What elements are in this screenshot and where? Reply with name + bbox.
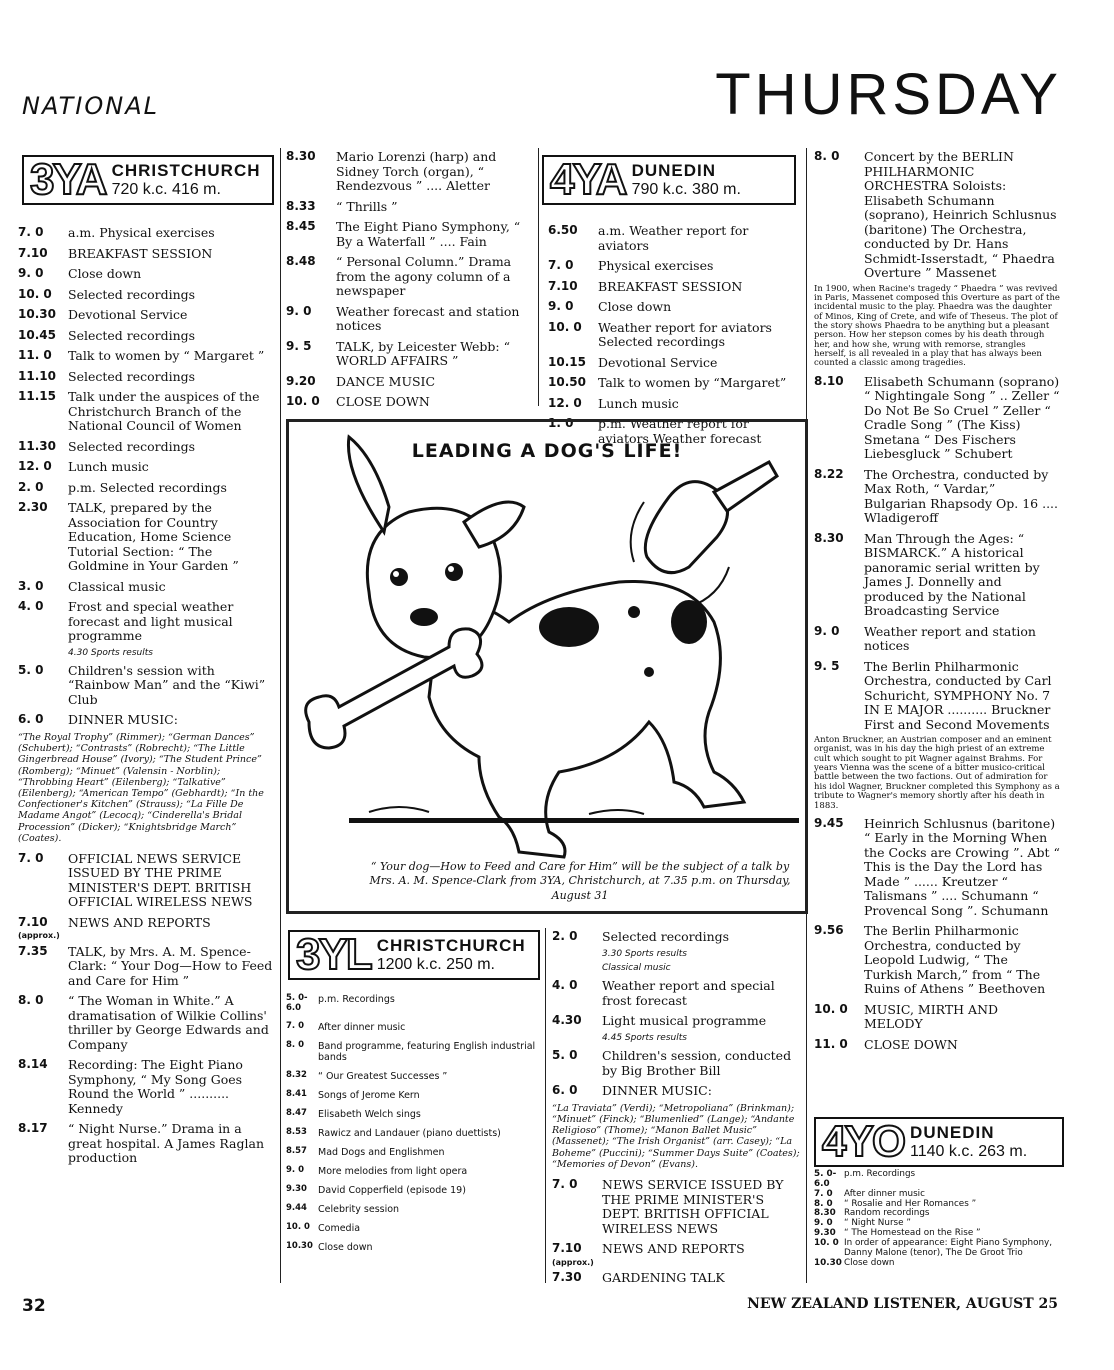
programme-time: 5. 0 xyxy=(552,1048,578,1063)
programme-item xyxy=(814,1259,1064,1269)
programme-title: OFFICIAL NEWS SERVICE ISSUED BY THE PRIME MINISTER'S DEPT. BRITISH OFFICIAL WIRELESS NEWS xyxy=(68,850,253,910)
programme-title: The Berlin Philharmonic Orchestra, conducted by Carl Schuricht, SYMPHONY No. 7 IN E MAJOR .......... Bruckner First and Second Movements xyxy=(864,658,1052,732)
station-logo: 3YA xyxy=(30,155,106,204)
programme-title: DINNER MUSIC: xyxy=(602,1083,712,1099)
programme-3yl xyxy=(286,994,540,1261)
programme-item xyxy=(814,1170,1064,1190)
programme-title: David Copperfield (episode 19) xyxy=(318,1184,466,1196)
programme-title: Concert by the BERLIN PHILHARMONIC ORCHESTRA Soloists: Elisabeth Schumann (soprano), Heinrich Schlusnus (baritone) The Orchestra, conducted by Dr. Hans Schmidt-Isserstadt, “ Phaedra Overture ” Massenet xyxy=(864,149,1057,280)
programme-title: Physical exercises xyxy=(598,258,714,273)
programme-item xyxy=(286,340,532,369)
programme-title: “ Night Nurse.” Drama in a great hospital. A James Raglan production xyxy=(68,1121,264,1166)
programme-item xyxy=(18,852,274,910)
programme-item xyxy=(18,580,274,595)
programme-item xyxy=(18,994,274,1052)
programme-time: 10. 0 xyxy=(286,1221,310,1232)
programme-title: DINNER MUSIC: xyxy=(68,712,178,728)
programme-item xyxy=(286,1109,540,1120)
programme-time: 9. 0 xyxy=(286,303,312,318)
programme-title: Celebrity session xyxy=(318,1203,400,1215)
programme-item xyxy=(18,916,274,931)
programme-item xyxy=(286,1071,540,1082)
programme-title: Talk under the auspices of the Christchurch Branch of the National Council of Women xyxy=(68,389,260,433)
programme-title: Weather forecast and station notices xyxy=(336,303,520,333)
programme-3ya-evening xyxy=(286,150,532,416)
programme-time: 1. 0 xyxy=(548,416,574,430)
programme-title: Selected recordings xyxy=(68,438,196,454)
programme-item xyxy=(552,1084,802,1099)
programme-title: Children's session with “Rainbow Man” and the “Kiwi” Club xyxy=(68,662,266,707)
programme-title: p.m. Recordings xyxy=(844,1169,916,1179)
page-number: 32 xyxy=(22,1296,46,1316)
programme-item xyxy=(286,150,532,194)
programme-time: 9. 0 xyxy=(548,299,574,313)
programme-time: 7.10 xyxy=(18,245,48,260)
programme-item xyxy=(286,1128,540,1139)
programme-note: In 1900, when Racine's tragedy “ Phaedra ” was revived in Paris, Massenet composed this Overture as part of the incidental music to the play. Phaedra was the daughter of Minos, King of Crete, and wife of Theseus. The plot of the story shows Phaedra to be anything but a pleasant person. How her stepson comes by his death through her, and how she, wrung with remorse, strangles herself, is all revealed in a play that has always been counted a classic among tragedies. xyxy=(814,283,1060,369)
programme-time: 10.30 xyxy=(286,1240,313,1251)
programme-title: Close down xyxy=(68,266,142,281)
programme-time: 8.17 xyxy=(18,1121,48,1136)
programme-item xyxy=(286,305,532,334)
programme-item xyxy=(814,625,1060,654)
programme-title: The Eight Piano Symphony, “ By a Waterfall ” .... Fain xyxy=(336,219,521,249)
programme-4ya-morning xyxy=(548,224,800,452)
programme-title: “ Thrills ” xyxy=(336,198,398,214)
programme-title: Heinrich Schlusnus (baritone) “ Early in the Morning When the Cocks are Crowing ”. Abt “ This is the Day the Lord has Made ” ...... Kreutzer “ Talismans ” .... Schumann “ Provencal Song ”. Schumann xyxy=(864,815,1060,918)
programme-time: 10. 0 xyxy=(286,394,320,408)
programme-title: Selected recordings xyxy=(68,286,196,302)
programme-item xyxy=(18,501,274,574)
station-logo: 4YA xyxy=(550,155,626,204)
programme-item xyxy=(814,150,1060,281)
programme-time: 10. 0 xyxy=(548,319,582,334)
programme-item xyxy=(548,397,800,412)
programme-title: CLOSE DOWN xyxy=(336,394,430,409)
programme-time: 8.14 xyxy=(18,1057,48,1072)
programme-time: 8. 0 xyxy=(286,1039,305,1050)
programme-time: 11. 0 xyxy=(814,1036,848,1051)
programme-title: Children's session, conducted by Big Brother Bill xyxy=(602,1048,792,1078)
programme-time: 8.53 xyxy=(286,1126,307,1137)
programme-item xyxy=(18,390,274,434)
dinner-music-list: “The Royal Trophy” (Rimmer); “German Dances” (Schubert); “Contrasts” (Robrecht); “The Little Gingerbread House” (Ivory); “The Student Prince” (Romberg); “Minuet” (Valensin - Norblin); “Throbbing Heart” (Eilenberg); “Talkative” (Eilenberg); “American Tempo” (Gebhardt); “In the Confectioner's Kitchen” (Strauss); “La Fille De Madame Angot” (Lecocq); “Cinderella's Bridal Procession” (Dicker); “Knightsbridge March” (Coates). xyxy=(18,731,264,844)
programme-time: 8.41 xyxy=(286,1088,307,1099)
programme-time: 9. 0 xyxy=(814,623,840,638)
programme-item xyxy=(18,349,274,364)
programme-item xyxy=(286,1090,540,1101)
programme-title: Lunch music xyxy=(68,459,149,474)
programme-time: 7. 0 xyxy=(18,850,44,865)
programme-time: 6. 0 xyxy=(552,1083,578,1098)
programme-title: After dinner music xyxy=(844,1188,925,1199)
programme-title: Songs of Jerome Kern xyxy=(318,1089,420,1101)
programme-title: Random recordings xyxy=(844,1208,930,1219)
programme-time: 8.48 xyxy=(286,254,316,268)
programme-title: NEWS SERVICE ISSUED BY THE PRIME MINISTER'S DEPT. BRITISH OFFICIAL WIRELESS NEWS xyxy=(602,1177,784,1236)
programme-3ya-morning xyxy=(18,226,274,1172)
station-4yo-header xyxy=(814,1117,1064,1167)
programme-time: 9.30 xyxy=(814,1228,836,1239)
programme-time: 9. 5 xyxy=(814,658,840,673)
programme-title: p.m. Selected recordings xyxy=(68,479,227,495)
programme-item xyxy=(814,468,1060,526)
programme-item xyxy=(286,1166,540,1177)
programme-item xyxy=(18,460,274,475)
programme-title: p.m. Weather report for aviators Weather forecast xyxy=(598,416,762,446)
programme-time: 8.22 xyxy=(814,466,844,481)
sports-results: 4.45 Sports results xyxy=(602,1032,687,1043)
programme-time: 11.10 xyxy=(18,368,56,383)
programme-title: NEWS AND REPORTS xyxy=(602,1241,745,1257)
programme-title: Talk to women by “Margaret” xyxy=(598,375,787,390)
programme-title: Devotional Service xyxy=(68,307,188,322)
programme-item xyxy=(18,713,274,728)
sports-results: 3.30 Sports results xyxy=(602,948,687,959)
station-logo: 4YO xyxy=(822,1117,905,1166)
programme-item xyxy=(286,1242,540,1253)
programme-item xyxy=(814,660,1060,733)
station-4ya-header xyxy=(542,155,796,205)
programme-item xyxy=(552,1049,802,1078)
classical-music: Classical music xyxy=(602,962,671,973)
programme-item xyxy=(548,280,800,295)
programme-item xyxy=(548,356,800,371)
illustration-box xyxy=(286,416,808,914)
programme-title: “ The Woman in White.” A dramatisation of Wilkie Collins' thriller by George Edwards and Company xyxy=(68,993,269,1052)
station-frequency: 720 k.c. 416 m. xyxy=(111,181,221,198)
programme-title: Man Through the Ages: “ BISMARCK.” A historical panoramic serial written by James J. Donnelly and produced by the National Broadcasting Service xyxy=(864,530,1040,619)
programme-time: 8. 0 xyxy=(18,993,44,1008)
programme-item xyxy=(18,600,274,644)
programme-title: NEWS AND REPORTS xyxy=(68,914,211,930)
programme-time: 9. 0 xyxy=(286,1164,305,1175)
programme-item xyxy=(552,930,802,945)
programme-title: BREAKFAST SESSION xyxy=(598,278,743,294)
column-divider xyxy=(280,148,281,1283)
programme-time: 12. 0 xyxy=(548,395,582,410)
programme-time: 2.30 xyxy=(18,500,48,514)
programme-time: 8.10 xyxy=(814,373,844,388)
programme-time: 5. 0-6.0 xyxy=(286,993,308,1013)
programme-time: 10.15 xyxy=(548,354,586,369)
station-3yl-header xyxy=(288,930,540,980)
programme-item xyxy=(286,1147,540,1158)
programme-title: Comedia xyxy=(318,1222,361,1234)
programme-time: 7.35 xyxy=(18,943,48,958)
programme-time: 9.30 xyxy=(286,1183,307,1194)
programme-item xyxy=(18,1122,274,1166)
programme-time: 11.15 xyxy=(18,389,56,403)
programme-item xyxy=(286,1185,540,1196)
programme-time: 7. 0 xyxy=(552,1177,578,1192)
programme-title: “ Personal Column.” Drama from the agony column of a newspaper xyxy=(336,254,512,298)
programme-title: “ The Homestead on the Rise ” xyxy=(844,1228,981,1239)
programme-title: Frost and special weather forecast and light musical programme xyxy=(68,599,234,643)
programme-time: 4.30 xyxy=(552,1013,582,1028)
programme-time: 8.30 xyxy=(814,530,844,545)
programme-time: 11. 0 xyxy=(18,348,52,362)
programme-title: GARDENING TALK xyxy=(602,1269,725,1285)
programme-title: Band programme, featuring English industrial bands xyxy=(318,1040,536,1063)
programme-title: Devotional Service xyxy=(598,354,718,370)
programme-title: Selected recordings xyxy=(68,368,196,384)
programme-time: 9. 0 xyxy=(814,1218,833,1229)
programme-time: 11.30 xyxy=(18,438,56,453)
programme-title: Mad Dogs and Englishmen xyxy=(318,1146,445,1158)
programme-title: MUSIC, MIRTH AND MELODY xyxy=(864,1001,999,1032)
header-national: NATIONAL xyxy=(22,92,159,120)
programme-title: CLOSE DOWN xyxy=(864,1036,958,1052)
programme-title: DANCE MUSIC xyxy=(336,373,436,389)
programme-title: Rawicz and Landauer (piano duettists) xyxy=(318,1127,501,1139)
programme-title: Selected recordings xyxy=(68,327,196,343)
programme-time: 7. 0 xyxy=(286,1020,305,1031)
programme-item xyxy=(814,817,1060,919)
programme-item xyxy=(18,1058,274,1116)
programme-time: 6. 0 xyxy=(18,712,44,727)
programme-item xyxy=(18,267,274,282)
programme-item xyxy=(286,1022,540,1033)
programme-title: Weather report for aviators Selected recordings xyxy=(598,319,772,349)
programme-time: 3. 0 xyxy=(18,578,44,593)
station-frequency: 1140 k.c. 263 m. xyxy=(910,1143,1028,1160)
programme-item xyxy=(18,308,274,323)
programme-title: “ Night Nurse ” xyxy=(844,1218,911,1229)
illustration-title: LEADING A DOG'S LIFE! xyxy=(411,440,683,462)
station-city: DUNEDIN xyxy=(631,161,717,180)
programme-time: 9.45 xyxy=(814,815,844,830)
programme-title: After dinner music xyxy=(318,1021,406,1033)
programme-time: 10.30 xyxy=(814,1257,842,1268)
programme-time: 8. 0 xyxy=(814,1198,833,1209)
programme-4ya-evening xyxy=(814,150,1060,1058)
programme-item xyxy=(286,1223,540,1234)
programme-time: 8.45 xyxy=(286,219,316,233)
programme-time: 7. 0 xyxy=(814,1188,833,1199)
programme-item xyxy=(814,1003,1060,1032)
programme-title: BREAKFAST SESSION xyxy=(68,245,213,261)
programme-item xyxy=(548,300,800,315)
programme-item xyxy=(286,1204,540,1215)
programme-item xyxy=(18,226,274,241)
programme-title: Elisabeth Welch sings xyxy=(318,1108,421,1120)
programme-item xyxy=(18,288,274,303)
programme-time: 8.33 xyxy=(286,198,316,213)
programme-4ya-afternoon xyxy=(552,930,802,1291)
programme-time: 8. 0 xyxy=(814,149,840,163)
programme-item xyxy=(814,1239,1064,1259)
programme-time: 9. 0 xyxy=(18,266,44,280)
programme-title: Weather report and special frost forecast xyxy=(602,978,775,1008)
programme-item xyxy=(814,924,1060,997)
programme-item xyxy=(814,1038,1060,1053)
programme-time: 10. 0 xyxy=(814,1001,848,1016)
programme-item xyxy=(286,1041,540,1063)
header-thursday: THURSDAY xyxy=(715,62,1062,127)
programme-time: 12. 0 xyxy=(18,459,52,473)
programme-title: Selected recordings xyxy=(602,929,730,944)
station-city: CHRISTCHURCH xyxy=(111,161,261,180)
programme-item xyxy=(286,200,532,215)
programme-title: More melodies from light opera xyxy=(318,1165,468,1177)
illustration-caption: “ Your dog—How to Feed and Care for Him” will be the subject of a talk by Mrs. A. M. Spence-Clark from 3YA, Christchurch, at 7.35 p.m. on Thursday, August 31 xyxy=(369,860,791,902)
station-city: CHRISTCHURCH xyxy=(376,936,526,955)
programme-time: 8.57 xyxy=(286,1145,307,1156)
programme-time: 4. 0 xyxy=(18,599,44,613)
programme-title: Weather report and station notices xyxy=(864,623,1036,654)
programme-title: Light musical programme xyxy=(602,1013,767,1029)
programme-time: 10. 0 xyxy=(814,1237,839,1248)
programme-note: Anton Bruckner, an Austrian composer and an eminent organist, was in his day the high priest of an extreme cult which sought to pit Wagner against Brahms. For years Vienna was the scene of a bitter musico-critical battle between the two factions. Out of admiration for his idol Wagner, Bruckner completed this Symphony as a tribute to Wagner's memory shortly after his death in 1883. xyxy=(814,735,1060,811)
programme-item xyxy=(548,224,800,253)
programme-time: 10.45 xyxy=(18,327,56,342)
programme-title: TALK, prepared by the Association for Country Education, Home Science Tutorial Section: “ The Goldmine in Your Garden ” xyxy=(68,500,239,573)
column-divider xyxy=(538,148,539,406)
programme-title: Close down xyxy=(844,1257,895,1268)
programme-title: TALK, by Mrs. A. M. Spence-Clark: “ Your Dog—How to Feed and Care for Him ” xyxy=(68,943,273,988)
programme-title: p.m. Recordings xyxy=(318,994,395,1005)
programme-item xyxy=(286,395,532,410)
programme-time: 7.10 xyxy=(552,1241,582,1256)
programme-time: 8.30 xyxy=(286,149,316,163)
programme-time: 9.56 xyxy=(814,923,844,938)
station-frequency: 1200 k.c. 250 m. xyxy=(376,956,495,973)
programme-time: 8.47 xyxy=(286,1107,307,1118)
programme-title: Recording: The Eight Piano Symphony, “ My Song Goes Round the World ” .......... Kennedy xyxy=(68,1057,243,1116)
programme-item xyxy=(18,370,274,385)
column-divider xyxy=(545,928,546,1283)
programme-item xyxy=(548,259,800,274)
programme-title: Classical music xyxy=(68,578,166,594)
programme-time: 7.10 xyxy=(18,914,48,929)
programme-item xyxy=(18,945,274,989)
programme-title: Close down xyxy=(318,1241,373,1253)
programme-time: 7.10 xyxy=(548,278,578,293)
programme-title: Talk to women by “ Margaret ” xyxy=(68,348,265,363)
programme-item xyxy=(18,440,274,455)
programme-title: The Orchestra, conducted by Max Roth, “ Vardar,” Bulgarian Rhapsody Op. 16 .... Wladigeroff xyxy=(864,466,1059,526)
programme-title: “ Our Greatest Successes ” xyxy=(318,1070,448,1082)
programme-time: 7. 0 xyxy=(548,258,574,272)
programme-time: 9. 5 xyxy=(286,338,312,353)
programme-title: The Berlin Philharmonic Orchestra, conducted by Leopold Ludwig, “ The Turkish March,” from “ The Ruins of Athens ” Beethoven xyxy=(864,923,1046,997)
programme-item xyxy=(18,329,274,344)
programme-item xyxy=(552,979,802,1008)
programme-item xyxy=(286,375,532,390)
programme-time: 5. 0 xyxy=(18,662,44,677)
programme-item xyxy=(548,376,800,391)
programme-time: 10. 0 xyxy=(18,286,52,301)
programme-item xyxy=(548,321,800,350)
programme-time: 6.50 xyxy=(548,223,578,237)
programme-item xyxy=(18,664,274,708)
programme-item xyxy=(552,1014,802,1029)
programme-title: Elisabeth Schumann (soprano) “ Nightingale Song ” .. Zeller “ Do Not Be So Cruel ” Zeller “ Cradle Song ” (The Kiss) Smetana “ Des Fischers Liebesgluck ” Schubert xyxy=(864,373,1060,462)
programme-4yo xyxy=(814,1170,1064,1268)
programme-time: 2. 0 xyxy=(552,929,578,943)
programme-item xyxy=(18,247,274,262)
programme-time: 8.32 xyxy=(286,1069,307,1080)
approx-note: (approx.) xyxy=(552,1257,594,1267)
programme-title: TALK, by Leicester Webb: “ WORLD AFFAIRS ” xyxy=(336,338,510,368)
programme-item xyxy=(814,532,1060,619)
programme-time: 7.30 xyxy=(552,1269,582,1284)
programme-item xyxy=(286,994,540,1014)
programme-title: In order of appearance: Eight Piano Symphony, Danny Malone (tenor), The De Groot Trio xyxy=(844,1237,1053,1258)
programme-time: 10.50 xyxy=(548,375,586,389)
programme-time: 2. 0 xyxy=(18,479,44,494)
programme-item xyxy=(18,481,274,496)
programme-title: Lunch music xyxy=(598,395,679,411)
programme-item xyxy=(552,1178,802,1236)
programme-time: 9.44 xyxy=(286,1202,307,1213)
programme-title: Mario Lorenzi (harp) and Sidney Torch (organ), “ Rendezvous ” .... Aletter xyxy=(336,149,497,193)
programme-title: a.m. Physical exercises xyxy=(68,225,215,240)
station-frequency: 790 k.c. 380 m. xyxy=(631,181,741,198)
magazine-footer: NEW ZEALAND LISTENER, AUGUST 25 xyxy=(747,1296,1058,1312)
dog-illustration xyxy=(289,422,805,911)
programme-time: 10.30 xyxy=(18,307,56,321)
programme-time: 9.20 xyxy=(286,373,316,388)
programme-title: “ Rosalie and Her Romances ” xyxy=(844,1198,977,1209)
station-city: DUNEDIN xyxy=(910,1123,995,1142)
programme-time: 5. 0-6.0 xyxy=(814,1169,837,1189)
programme-item xyxy=(286,220,532,249)
programme-title: Close down xyxy=(598,299,672,314)
station-logo: 3YL xyxy=(296,930,371,979)
dinner-music-list: “La Traviata” (Verdi); “Metropoliana” (Brinkman); “Minuet” (Finck); “Blumenlied” (Lange); “Andante Religioso” (Thome); “Manon Ballet Music” (Massenet); “The Irish Organist” (arr. Casey); “La Boheme” (Puccini); “Summer Days Suite” (Coates); “Memories of Devon” (Evans). xyxy=(552,1102,800,1170)
programme-time: 8.30 xyxy=(814,1208,836,1219)
programme-item xyxy=(552,1242,802,1257)
programme-item xyxy=(286,255,532,299)
programme-time: 4. 0 xyxy=(552,978,578,993)
station-3ya-header xyxy=(22,155,274,205)
sports-results: 4.30 Sports results xyxy=(68,647,153,658)
programme-item xyxy=(814,375,1060,462)
programme-title: a.m. Weather report for aviators xyxy=(598,223,749,253)
programme-time: 7. 0 xyxy=(18,225,44,239)
programme-item xyxy=(552,1271,802,1286)
approx-note: (approx.) xyxy=(18,931,60,941)
